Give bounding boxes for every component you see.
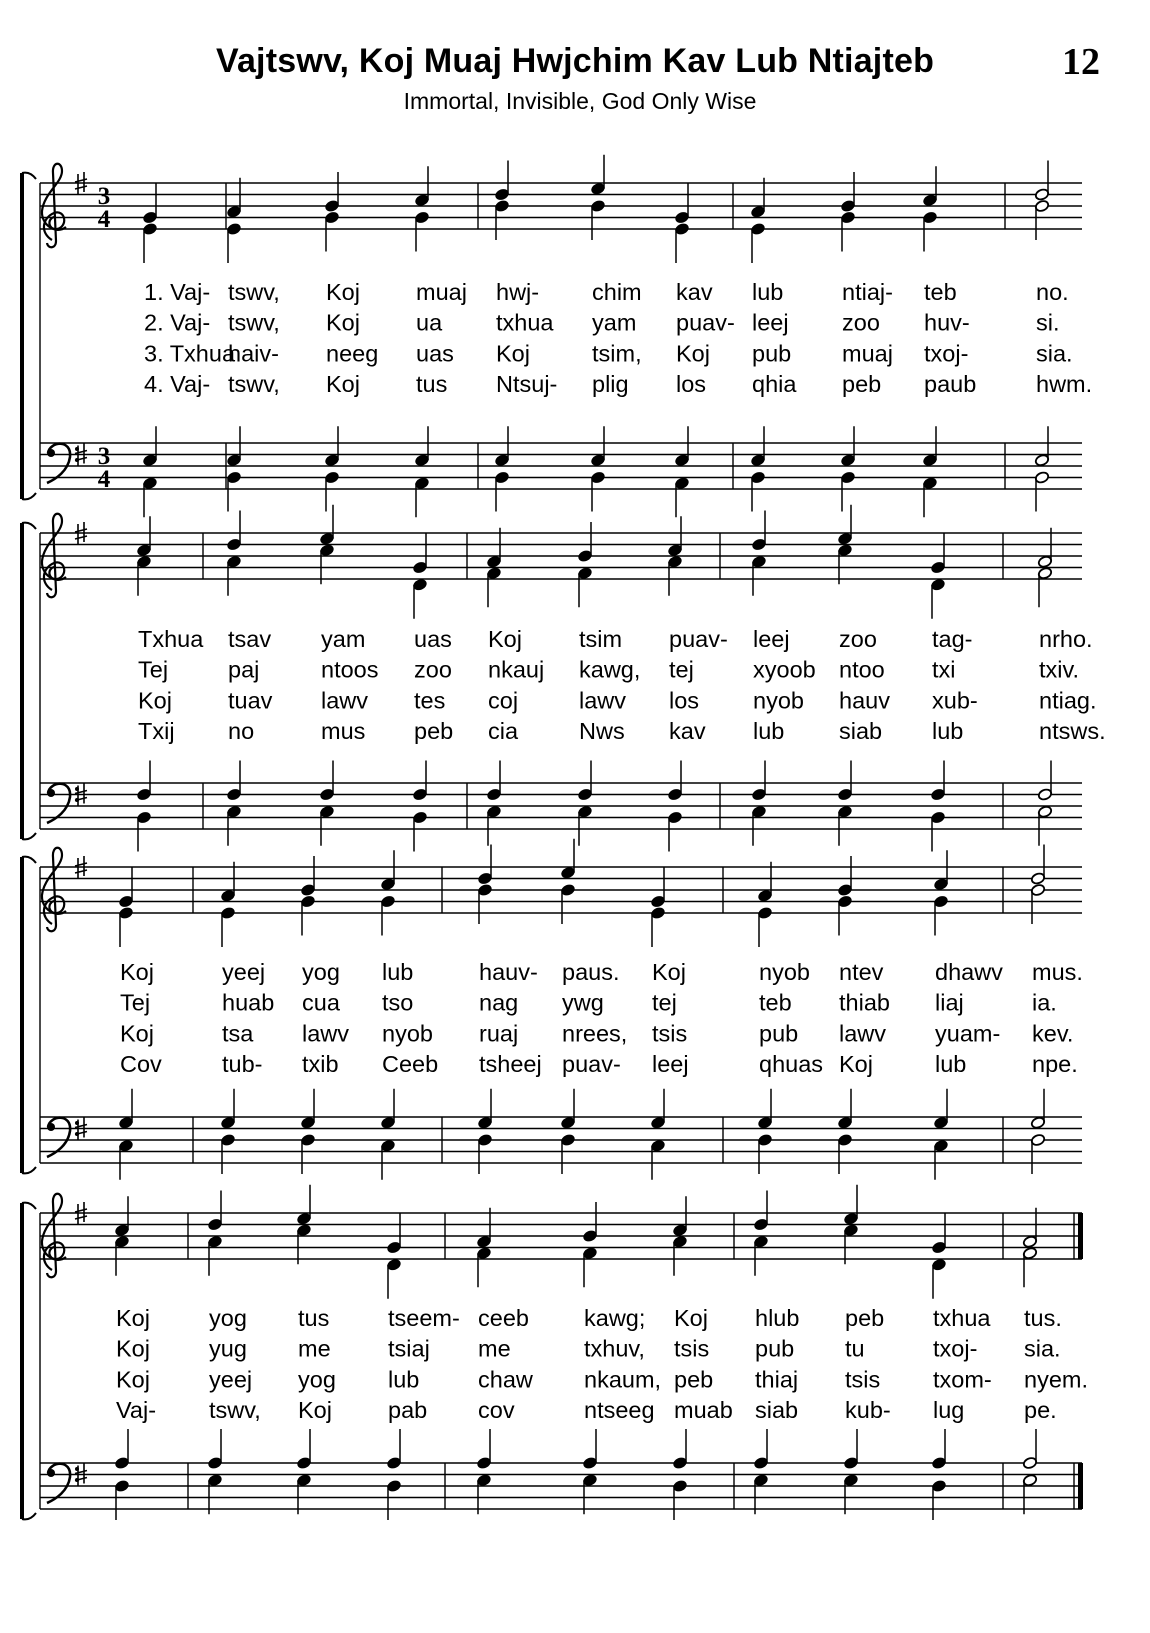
lyric-syllable: tswv, [228, 279, 280, 305]
lyric-syllable: no [228, 718, 255, 745]
lyric-syllable: qhuas [759, 1051, 824, 1078]
lyric-syllable: yug [209, 1335, 247, 1362]
lyric-syllable: mus [321, 718, 366, 745]
lyric-syllable: puav- [562, 1051, 621, 1078]
lyric-syllable: peb [674, 1366, 714, 1393]
lyric-syllable: txiv. [1039, 656, 1080, 683]
bass-clef-dot [47, 449, 55, 457]
lyric-syllable: los [669, 687, 700, 714]
lyric-syllable: nrho. [1039, 626, 1093, 652]
lyric-syllable: lub [382, 959, 414, 985]
lyric-syllable: dhawv [935, 959, 1003, 985]
lyric-syllable: npe. [1032, 1051, 1078, 1078]
lyric-syllable: tus [298, 1305, 330, 1331]
lyric-syllable: ua [416, 309, 443, 336]
lyric-syllable: Tej [138, 656, 169, 683]
lyric-syllable: leej [753, 626, 790, 652]
lyric-syllable: lub [935, 1051, 967, 1078]
lyric-syllable: cia [488, 718, 519, 745]
lyric-syllable: 1. Vaj- [144, 279, 211, 305]
lyric-syllable: tej [669, 656, 694, 683]
lyric-syllable: lug [933, 1397, 965, 1424]
lyric-syllable: ia. [1032, 989, 1057, 1016]
lyric-syllable: Ntsuj- [496, 371, 558, 398]
bracket-hook [22, 1203, 36, 1209]
lyric-syllable: tswv, [228, 309, 280, 336]
lyric-syllable: yog [302, 959, 340, 985]
lyric-syllable: nrees, [562, 1020, 628, 1047]
lyric-syllable: txom- [933, 1366, 992, 1393]
lyric-syllable: pub [752, 340, 792, 367]
music-system-4 [22, 1185, 1088, 1520]
lyric-syllable: txhuv, [584, 1335, 645, 1362]
lyric-syllable: no. [1036, 279, 1069, 305]
lyric-syllable: nyob [759, 959, 810, 985]
lyric-syllable: 4. Vaj- [144, 371, 211, 398]
hymn-title: Vajtswv, Koj Muaj Hwjchim Kav Lub Ntiajteb [215, 42, 935, 80]
music-system-3 [22, 839, 1083, 1180]
lyric-syllable: tsim [579, 626, 623, 652]
bass-clef-dot [47, 1469, 55, 1477]
lyric-syllable: tsiaj [388, 1335, 430, 1362]
lyric-syllable: thiab [839, 989, 890, 1016]
lyric-syllable: ntiag. [1039, 687, 1097, 714]
bracket-hook [22, 833, 36, 839]
lyric-syllable: yuam- [935, 1020, 1001, 1047]
lyric-syllable: lawv [839, 1020, 887, 1047]
music-system-1 [22, 155, 1092, 518]
lyric-syllable: yog [298, 1366, 336, 1393]
lyric-syllable: kav [669, 718, 706, 745]
lyric-syllable: lawv [302, 1020, 350, 1047]
lyric-syllable: Koj [116, 1366, 150, 1393]
lyric-syllable: tsa [222, 1020, 254, 1047]
lyric-syllable: kev. [1032, 1020, 1074, 1047]
lyric-syllable: muaj [416, 279, 467, 305]
lyric-syllable: paus. [562, 959, 620, 985]
lyric-syllable: teb [759, 989, 792, 1016]
lyric-syllable: nyem. [1024, 1366, 1088, 1393]
lyric-syllable: Koj [116, 1305, 150, 1331]
lyric-syllable: tuav [228, 687, 273, 714]
lyric-syllable: tej [652, 989, 677, 1016]
lyric-syllable: paj [228, 656, 260, 683]
lyric-syllable: tseem- [388, 1305, 460, 1331]
lyric-syllable: tsim, [592, 340, 642, 367]
lyric-syllable: nkaum, [584, 1366, 662, 1393]
lyric-syllable: tus [416, 371, 448, 398]
lyric-syllable: txhua [933, 1305, 991, 1331]
lyric-syllable: peb [842, 371, 882, 398]
lyric-syllable: plig [592, 371, 629, 398]
lyric-syllable: Koj [839, 1051, 873, 1078]
lyric-syllable: Koj [652, 959, 686, 985]
time-signature-top: 3 [97, 183, 111, 210]
hymn-number: 12 [1062, 41, 1100, 83]
lyric-syllable: ntsws. [1039, 718, 1106, 745]
bracket-hook [22, 857, 36, 863]
lyric-syllable: zoo [842, 309, 880, 336]
lyric-syllable: ntev [839, 959, 884, 985]
lyric-syllable: txib [302, 1051, 339, 1078]
lyric-syllable: txoj- [924, 340, 969, 367]
lyric-syllable: hlub [755, 1305, 800, 1331]
lyric-syllable: ntoo [839, 656, 885, 683]
lyric-syllable: muaj [842, 340, 893, 367]
lyric-syllable: thiaj [755, 1366, 799, 1393]
lyric-syllable: txi [932, 656, 956, 683]
lyric-syllable: tus. [1024, 1305, 1062, 1331]
lyric-syllable: xub- [932, 687, 978, 714]
lyric-syllable: pab [388, 1397, 428, 1424]
lyric-syllable: los [676, 371, 707, 398]
lyric-syllable: neeg [326, 340, 379, 367]
lyric-syllable: mus. [1032, 959, 1083, 985]
lyric-syllable: pe. [1024, 1397, 1057, 1424]
lyric-syllable: Tej [120, 989, 151, 1016]
lyric-syllable: tswv, [228, 371, 280, 398]
lyric-syllable: sia. [1024, 1335, 1061, 1362]
lyric-syllable: tag- [932, 626, 973, 652]
lyric-syllable: coj [488, 687, 519, 714]
lyric-syllable: Koj [326, 279, 360, 305]
lyric-syllable: Vaj- [116, 1397, 157, 1424]
lyric-syllable: muab [674, 1397, 733, 1424]
time-signature-bottom: 4 [97, 466, 111, 493]
music-system-2 [22, 505, 1106, 852]
lyric-syllable: lawv [321, 687, 369, 714]
lyric-syllable: puav- [676, 309, 735, 336]
lyric-syllable: lub [752, 279, 784, 305]
lyric-syllable: uas [414, 626, 452, 652]
lyric-syllable: nag [479, 989, 519, 1016]
lyric-syllable: ntoos [321, 656, 379, 683]
bass-clef-dot [47, 789, 55, 797]
lyric-syllable: me [298, 1335, 331, 1362]
lyric-syllable: kav [676, 279, 713, 305]
lyric-syllable: Koj [674, 1305, 708, 1331]
lyric-syllable: lub [753, 718, 785, 745]
lyric-syllable: txoj- [933, 1335, 978, 1362]
bracket-hook [22, 1513, 36, 1519]
bracket-hook [22, 493, 36, 499]
lyric-syllable: tsis [674, 1335, 710, 1362]
lyric-syllable: 2. Vaj- [144, 309, 211, 336]
lyric-syllable: Koj [298, 1397, 332, 1424]
lyric-syllable: ntseeg [584, 1397, 655, 1424]
lyric-syllable: kawg; [584, 1305, 646, 1331]
lyric-syllable: yam [321, 626, 366, 652]
lyric-syllable: 3. Txhua [144, 340, 236, 367]
lyric-syllable: yog [209, 1305, 247, 1331]
lyric-syllable: xyoob [753, 656, 816, 683]
lyric-syllable: lub [932, 718, 964, 745]
lyric-syllable: txhua [496, 309, 554, 336]
bracket-hook [22, 523, 36, 529]
lyric-syllable: Txij [138, 718, 175, 745]
lyric-syllable: Koj [676, 340, 710, 367]
lyric-syllable: liaj [935, 989, 964, 1016]
lyric-syllable: hwj- [496, 279, 540, 305]
lyric-syllable: tso [382, 989, 414, 1016]
lyric-syllable: chim [592, 279, 642, 305]
bass-clef-dot [47, 1123, 55, 1131]
lyric-syllable: peb [845, 1305, 885, 1331]
lyric-syllable: Txhua [138, 626, 204, 652]
lyric-syllable: huab [222, 989, 275, 1016]
lyric-syllable: leej [652, 1051, 689, 1078]
time-signature-top: 3 [97, 443, 111, 470]
lyric-syllable: lub [388, 1366, 420, 1393]
lyric-syllable: qhia [752, 371, 797, 398]
lyric-syllable: pub [755, 1335, 795, 1362]
lyric-syllable: tsav [228, 626, 272, 652]
lyric-syllable: cov [478, 1397, 515, 1424]
lyric-syllable: ruaj [479, 1020, 519, 1047]
final-barline [1078, 1463, 1083, 1509]
lyric-syllable: tsis [652, 1020, 688, 1047]
lyric-syllable: ywg [562, 989, 604, 1016]
lyric-syllable: yam [592, 309, 637, 336]
lyric-syllable: Koj [138, 687, 172, 714]
lyric-syllable: ntiaj- [842, 279, 893, 305]
lyric-syllable: me [478, 1335, 511, 1362]
lyric-syllable: yeej [222, 959, 266, 985]
lyric-syllable: peb [414, 718, 454, 745]
lyric-syllable: sia. [1036, 340, 1073, 367]
lyric-syllable: pub [759, 1020, 799, 1047]
lyric-syllable: Koj [116, 1335, 150, 1362]
lyric-syllable: Cov [120, 1051, 162, 1078]
lyric-syllable: zoo [414, 656, 452, 683]
lyric-syllable: ceeb [478, 1305, 529, 1331]
lyric-syllable: tes [414, 687, 446, 714]
lyric-syllable: Koj [326, 309, 360, 336]
lyric-syllable: si. [1036, 309, 1060, 336]
lyric-syllable: tsheej [479, 1051, 542, 1078]
lyric-syllable: Ceeb [382, 1051, 439, 1078]
lyric-syllable: kub- [845, 1397, 891, 1424]
lyric-syllable: huv- [924, 309, 970, 336]
lyric-syllable: Koj [496, 340, 530, 367]
lyric-syllable: leej [752, 309, 789, 336]
lyric-syllable: Koj [488, 626, 522, 652]
lyric-syllable: paub [924, 371, 977, 398]
lyric-syllable: tu [845, 1335, 865, 1362]
lyric-syllable: tswv, [209, 1397, 261, 1424]
lyric-syllable: siab [839, 718, 883, 745]
time-signature-bottom: 4 [97, 206, 111, 233]
lyric-syllable: lawv [579, 687, 627, 714]
lyric-syllable: Koj [326, 371, 360, 398]
lyric-syllable: hauv [839, 687, 890, 714]
lyric-syllable: Koj [120, 959, 154, 985]
lyric-syllable: tsis [845, 1366, 881, 1393]
hymn-subtitle: Immortal, Invisible, God Only Wise [403, 88, 757, 114]
lyric-syllable: nyob [382, 1020, 433, 1047]
lyric-syllable: Koj [120, 1020, 154, 1047]
lyric-syllable: haiv- [228, 340, 279, 367]
lyric-syllable: siab [755, 1397, 799, 1424]
lyric-syllable: uas [416, 340, 454, 367]
lyric-syllable: zoo [839, 626, 877, 652]
lyric-syllable: teb [924, 279, 957, 305]
lyric-syllable: puav- [669, 626, 728, 652]
lyric-syllable: tub- [222, 1051, 263, 1078]
final-barline [1078, 1213, 1083, 1259]
bracket-hook [22, 173, 36, 179]
lyric-syllable: cua [302, 989, 340, 1016]
lyric-syllable: nyob [753, 687, 804, 714]
lyric-syllable: nkauj [488, 656, 545, 683]
bracket-hook [22, 1167, 36, 1173]
lyric-syllable: kawg, [579, 656, 641, 683]
lyric-syllable: chaw [478, 1366, 533, 1393]
lyric-syllable: hauv- [479, 959, 538, 985]
lyric-syllable: hwm. [1036, 371, 1093, 398]
lyric-syllable: Nws [579, 718, 625, 745]
lyric-syllable: yeej [209, 1366, 253, 1393]
